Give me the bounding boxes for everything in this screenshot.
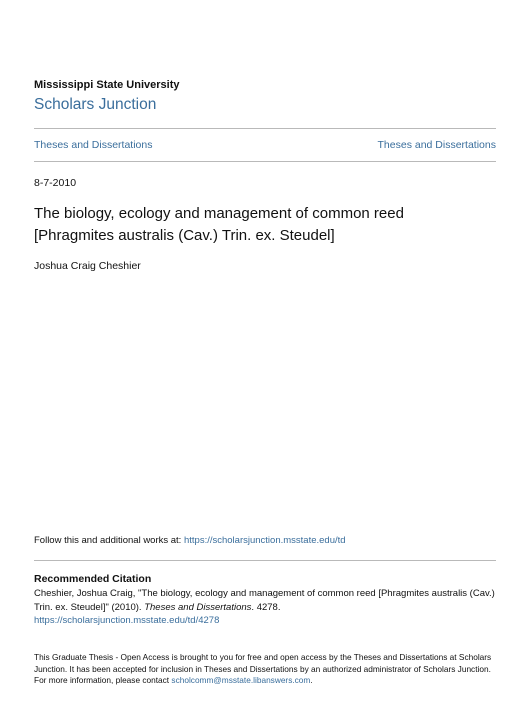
citation-number: . 4278. [251,601,281,613]
access-notice-end: . [310,675,313,686]
repository-link[interactable]: Scholars Junction [34,96,157,113]
access-notice [34,652,499,687]
follow-link[interactable]: https://scholarsjunction.msstate.edu/td [183,535,346,546]
collection-links [34,139,496,151]
author-name: Joshua Craig Cheshier [34,260,141,272]
publication-date: 8-7-2010 [34,177,77,189]
institution-name: Mississippi State University [34,79,180,91]
document-title: The biology, ecology and management of common reed [Phragmites australis (Cav.) Trin. ex. Steudel] [34,205,404,244]
divider-top [34,128,496,129]
collection-link-left[interactable]: Theses and Dissertations [34,139,153,151]
citation-body [34,587,504,628]
collection-link-right[interactable]: Theses and Dissertations [377,139,496,151]
divider-collections [34,161,496,162]
divider-bottom [34,560,496,561]
follow-text: Follow this and additional works at: [34,535,184,546]
contact-email-link[interactable]: scholcomm@msstate.libanswers.com [171,675,311,686]
citation-heading: Recommended Citation [34,573,152,585]
citation-text: Cheshier, Joshua Craig, "The biology, ecology and management of common reed [Phragmites australis (Cav.) Trin. ex. Steudel]" (2010). [34,588,495,613]
follow-line [34,535,346,546]
citation-series: Theses and Dissertations [144,601,252,613]
citation-link[interactable]: https://scholarsjunction.msstate.edu/td/4278 [34,615,220,626]
access-notice-text: This Graduate Thesis - Open Access is brought to you for free and open access by the Theses and Dissertations at Scholars Junction. It has been accepted for inclusion in Theses and Dissertations by an authorized administrator of Scholars Junction. For more information, please contact [34,652,492,686]
